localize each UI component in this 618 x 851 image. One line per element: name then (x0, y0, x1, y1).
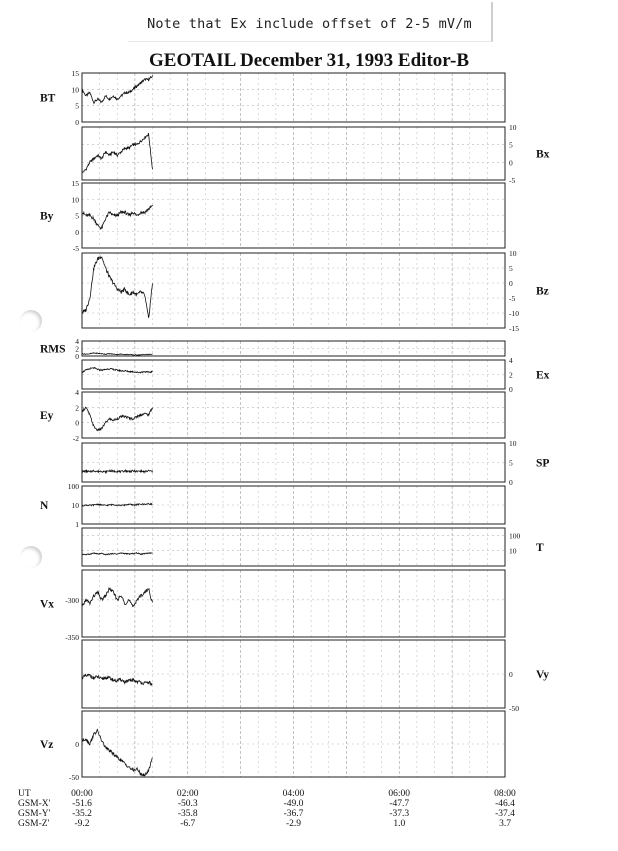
tick-label-by: -5 (72, 244, 79, 253)
orbit-gsm-x: -49.0 (283, 799, 304, 809)
panel-ex (82, 360, 505, 389)
orbit-row-label: GSM-X' (18, 799, 51, 809)
orbit-gsm-y: -35.8 (177, 809, 198, 819)
tick-label-bz: -15 (509, 324, 519, 333)
tick-label-rms: 4 (75, 337, 79, 346)
x-tick-label: 06:00 (388, 789, 411, 799)
tick-label-ex: 2 (509, 370, 513, 380)
tick-label-bx: -5 (509, 176, 516, 185)
panel-bt (82, 73, 505, 122)
panel-vy (82, 640, 505, 708)
tick-label-bt: 5 (75, 101, 79, 111)
series-line-ex (82, 368, 153, 374)
x-tick-label: 00:00 (71, 789, 93, 799)
panel-label-bx: Bx (536, 148, 550, 161)
tick-label-vy: 0 (509, 670, 513, 679)
panel-label-vz: Vz (40, 739, 54, 751)
panel-vx (82, 570, 505, 637)
x-tick-label: 04:00 (282, 789, 305, 799)
panel-label-ex: Ex (536, 369, 550, 382)
orbit-gsm-y: -35.2 (72, 809, 92, 819)
tick-label-vz: 0 (75, 740, 79, 749)
tick-label-ex: 0 (509, 385, 513, 394)
panel-label-by: By (40, 210, 54, 223)
panel-n (82, 486, 505, 524)
panel-t (82, 528, 505, 566)
panel-label-bz: Bz (536, 285, 549, 298)
panel-bz (82, 253, 505, 328)
orbit-gsm-x: -47.7 (389, 799, 410, 809)
tick-label-n: 1 (75, 520, 79, 529)
panel-label-ey: Ey (40, 410, 54, 422)
tick-label-bt: 10 (71, 85, 79, 95)
tick-label-n: 10 (71, 501, 79, 510)
tick-label-by: 10 (71, 195, 79, 205)
orbit-gsm-z: -6.7 (180, 819, 196, 829)
tick-label-bz: 5 (509, 264, 513, 273)
orbit-gsm-z: 3.7 (499, 819, 511, 829)
tick-label-sp: 5 (509, 458, 513, 468)
tick-label-sp: 0 (509, 478, 513, 487)
tick-label-bz: 10 (509, 249, 517, 258)
tick-label-bt: 15 (71, 69, 79, 78)
tick-label-n: 100 (67, 482, 79, 491)
tick-label-bt: 0 (75, 118, 79, 127)
tick-label-ey: 0 (75, 418, 79, 428)
orbit-gsm-z: 1.0 (393, 819, 406, 829)
tick-label-bz: -10 (509, 309, 519, 318)
orbit-gsm-z: -2.9 (285, 819, 302, 829)
tick-label-rms: 2 (75, 344, 79, 354)
tick-label-ey: 2 (75, 403, 79, 413)
panel-by (82, 183, 505, 248)
x-tick-label: 08:00 (494, 789, 516, 799)
orbit-gsm-x: -51.6 (72, 799, 92, 809)
tick-label-bz: 0 (509, 279, 513, 288)
tick-label-t: 100 (509, 531, 521, 541)
orbit-gsm-z: -9.2 (74, 819, 90, 829)
tick-label-bx: 0 (509, 158, 513, 168)
panel-label-n: N (40, 500, 49, 512)
panel-rms (82, 341, 505, 356)
x-tick-label: 02:00 (176, 789, 199, 799)
offset-note: Note that Ex include offset of 2-5 mV/m (128, 2, 493, 42)
tick-label-sp: 10 (509, 439, 517, 448)
tick-label-vz: -50 (69, 773, 79, 782)
panel-bx (82, 127, 505, 180)
orbit-row-label: GSM-Y' (18, 809, 51, 819)
tick-label-rms: 0 (75, 352, 79, 361)
orbit-row-label: GSM-Z' (18, 819, 50, 829)
tick-label-ex: 4 (509, 356, 513, 365)
tick-label-by: 5 (75, 211, 79, 221)
tick-label-bx: 5 (509, 140, 513, 150)
panel-label-sp: SP (536, 457, 550, 470)
tick-label-bx: 10 (509, 123, 517, 132)
tick-label-vy: -50 (509, 704, 519, 713)
orbit-row-label: UT (18, 789, 31, 799)
orbit-gsm-x: -50.3 (177, 799, 198, 809)
tick-label-ey: 4 (75, 388, 79, 397)
panel-label-t: T (536, 542, 544, 554)
orbit-gsm-y: -37.3 (389, 809, 410, 819)
series-line-rms (82, 353, 153, 356)
tick-label-bz: -5 (509, 294, 516, 303)
chart-title: GEOTAIL December 31, 1993 Editor-B (149, 50, 469, 71)
orbit-gsm-y: -37.4 (495, 809, 515, 819)
tick-label-by: 15 (71, 179, 79, 188)
tick-label-ey: -2 (72, 434, 79, 443)
panel-sp (82, 443, 505, 482)
panel-label-rms: RMS (40, 343, 66, 356)
panel-vz (82, 711, 505, 777)
orbit-gsm-x: -46.4 (495, 799, 515, 809)
series-line-sp (82, 470, 153, 473)
orbit-gsm-y: -36.7 (283, 809, 304, 819)
panel-label-bt: BT (40, 92, 56, 105)
tick-label-vx: -300 (65, 595, 79, 605)
tick-label-by: 0 (75, 227, 79, 237)
panel-label-vx: Vx (40, 598, 55, 611)
panel-ey (82, 392, 505, 438)
tick-label-t: 10 (509, 546, 517, 556)
panel-label-vy: Vy (536, 669, 549, 681)
tick-label-vx: -350 (65, 633, 79, 642)
